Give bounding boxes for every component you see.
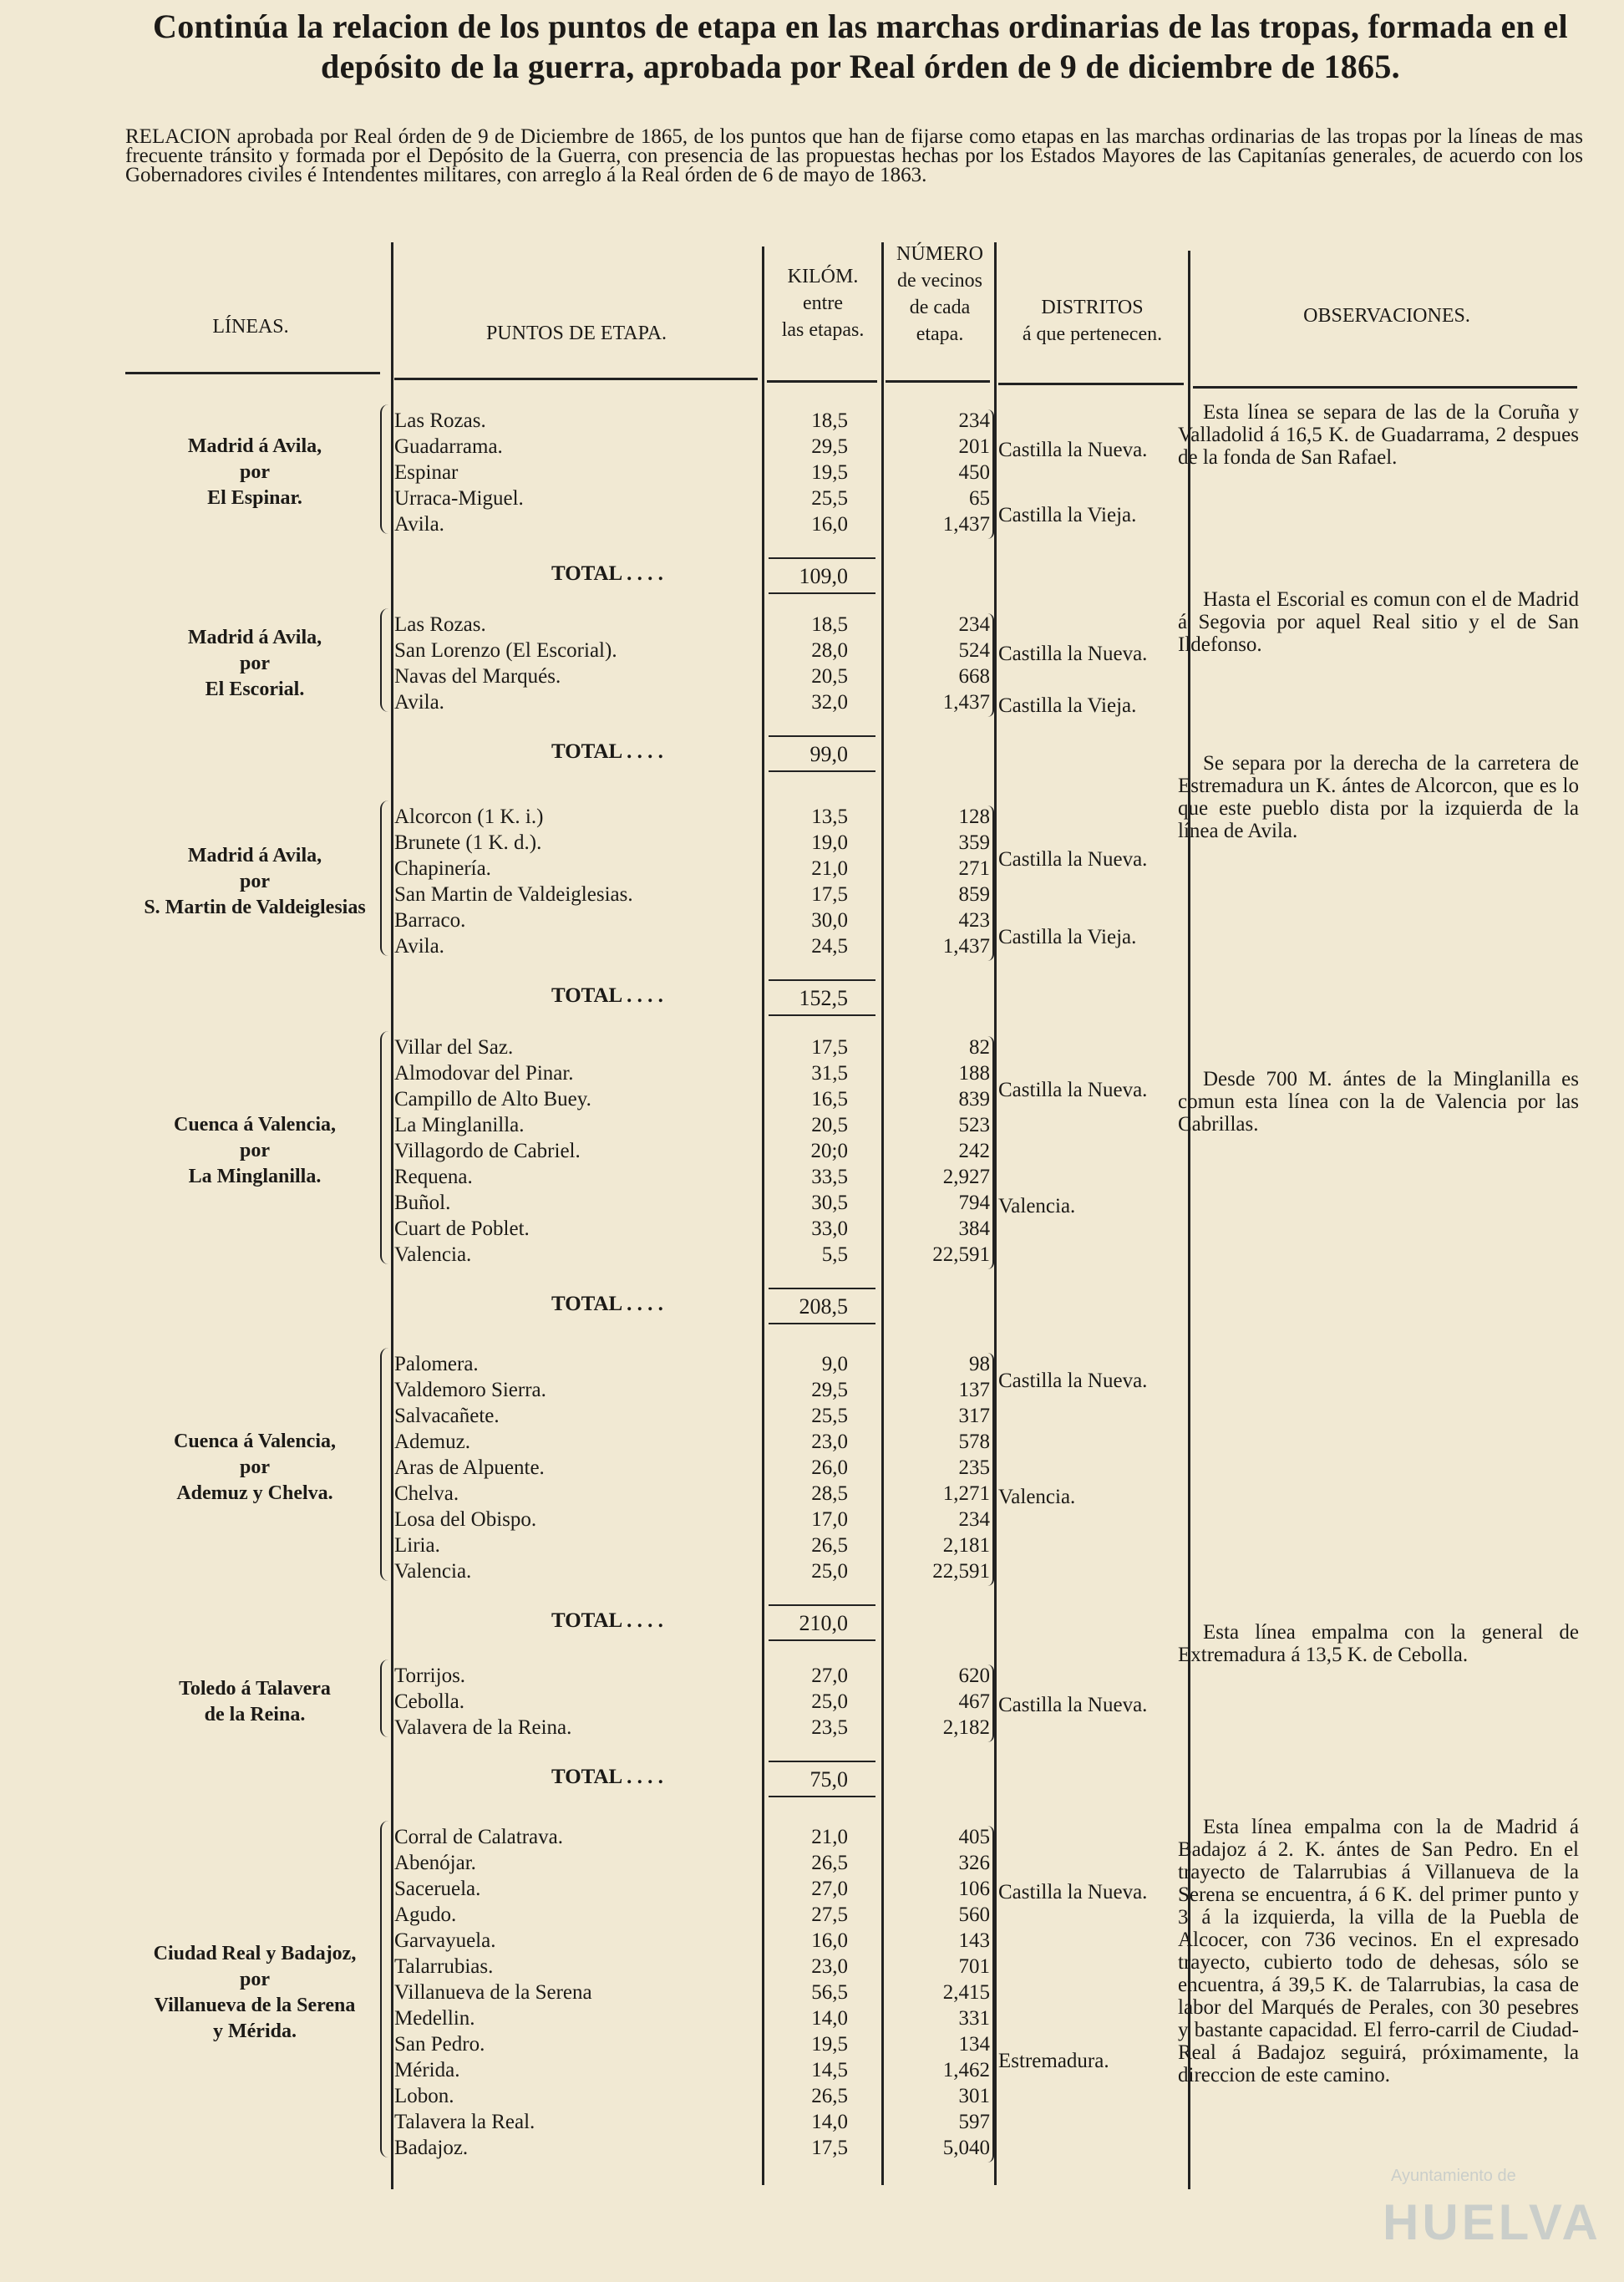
- stop-vecinos: 301: [958, 2085, 990, 2107]
- stop-name: Talavera la Real.: [394, 2111, 535, 2133]
- stop-vecinos: 242: [958, 1140, 990, 1162]
- total-rule-top: [769, 1761, 875, 1762]
- stop-vecinos: 839: [958, 1088, 990, 1111]
- stop-name: Avila.: [394, 691, 444, 714]
- district-name: Castilla la Nueva.: [998, 847, 1148, 871]
- observation-text: Hasta el Escorial es comun con el de Madrid á Segovia por aquel Real sitio y el de San Ildefonso.: [1178, 588, 1579, 656]
- stop-km: 27,0: [811, 1664, 848, 1687]
- stop-name: Espinar: [394, 461, 459, 484]
- stop-km: 14,0: [811, 2007, 848, 2030]
- stop-vecinos: 326: [958, 1852, 990, 1874]
- header-rule-lineas: [125, 372, 380, 374]
- stop-vecinos: 317: [958, 1405, 990, 1427]
- line-name-part: Villanueva de la Serena: [154, 1994, 356, 2016]
- stop-km: 13,5: [811, 806, 848, 828]
- district-name: Castilla la Vieja.: [998, 925, 1137, 948]
- observation-text: Esta línea empalma con la general de Extremadura á 13,5 K. de Cebolla.: [1178, 1621, 1579, 1666]
- stop-km: 17,5: [811, 883, 848, 906]
- stop-vecinos: 405: [958, 1826, 990, 1848]
- header-kilom-1: KILÓM.: [787, 266, 859, 287]
- line-name-part: Ademuz y Chelva.: [176, 1482, 333, 1504]
- stop-vecinos: 384: [958, 1217, 990, 1240]
- stop-vecinos: 235: [958, 1456, 990, 1479]
- stop-name: Saceruela.: [394, 1878, 481, 1900]
- stop-name: Avila.: [394, 513, 444, 536]
- header-puntos: PUNTOS DE ETAPA.: [485, 323, 667, 344]
- stop-name: Villanueva de la Serena: [394, 1981, 592, 2004]
- observation-text: Desde 700 M. ántes de la Minglanilla es comun esta línea con la de Valencia por las Cabrillas.: [1178, 1068, 1579, 1136]
- stop-name: Valencia.: [394, 1560, 472, 1583]
- line-name-part: Madrid á Avila,: [187, 626, 322, 648]
- line-name-3: [117, 1112, 393, 1190]
- total-label: TOTAL . . . .: [551, 1609, 663, 1632]
- stop-km: 26,0: [811, 1456, 848, 1479]
- header-rule-obs: [1193, 386, 1577, 389]
- district-name: Castilla la Nueva.: [998, 1369, 1148, 1392]
- stop-km: 18,5: [811, 409, 848, 432]
- stop-km: 16,5: [811, 1088, 848, 1111]
- district-name: Valencia.: [998, 1195, 1076, 1217]
- stop-vecinos: 234: [958, 409, 990, 432]
- stop-name: Palomera.: [394, 1353, 479, 1375]
- district-name: Estremadura.: [998, 2049, 1109, 2072]
- stop-name: Avila.: [394, 935, 444, 958]
- stop-name: Las Rozas.: [394, 613, 486, 636]
- stop-name: Talarrubias.: [394, 1955, 494, 1978]
- stop-vecinos: 128: [958, 806, 990, 828]
- header-kilom-2: entre: [803, 292, 843, 314]
- stop-vecinos: 1,462: [942, 2059, 990, 2081]
- stop-name: Losa del Obispo.: [394, 1508, 537, 1531]
- stop-vecinos: 2,181: [942, 1534, 990, 1557]
- stop-name: Requena.: [394, 1166, 473, 1188]
- vecinos-brace: [986, 409, 994, 539]
- line-name-part: por: [240, 1140, 270, 1161]
- stop-vecinos: 98: [969, 1353, 990, 1375]
- vecinos-brace: [986, 1826, 994, 2163]
- stop-vecinos: 1,437: [942, 935, 990, 958]
- stop-vecinos: 359: [958, 831, 990, 854]
- stop-km: 32,0: [811, 691, 848, 714]
- header-observaciones: OBSERVACIONES.: [1303, 305, 1470, 327]
- total-label: TOTAL . . . .: [551, 1293, 663, 1315]
- stop-vecinos: 423: [958, 909, 990, 932]
- district-name: Castilla la Vieja.: [998, 503, 1137, 526]
- total-rule-top: [769, 1604, 875, 1606]
- line-name-part: Cuenca á Valencia,: [173, 1431, 336, 1452]
- stop-name: Barraco.: [394, 909, 466, 932]
- stop-vecinos: 2,927: [942, 1166, 990, 1188]
- stop-km: 23,5: [811, 1716, 848, 1739]
- stop-name: Guadarrama.: [394, 435, 503, 458]
- stop-name: Campillo de Alto Buey.: [394, 1088, 591, 1111]
- vecinos-brace: [986, 806, 994, 961]
- stop-brace: [380, 608, 392, 712]
- stop-km: 23,0: [811, 1955, 848, 1978]
- stop-km: 24,5: [811, 935, 848, 958]
- total-rule-top: [769, 1288, 875, 1289]
- line-name-4: [117, 1429, 393, 1507]
- stop-name: San Martin de Valdeiglesias.: [394, 883, 633, 906]
- stop-km: 17,5: [811, 2137, 848, 2159]
- header-lineas: LÍNEAS.: [212, 316, 289, 338]
- stop-km: 14,0: [811, 2111, 848, 2133]
- stop-vecinos: 22,591: [932, 1560, 990, 1583]
- stop-vecinos: 134: [958, 2033, 990, 2056]
- stop-name: Buñol.: [394, 1192, 451, 1214]
- stop-name: Chelva.: [394, 1482, 459, 1505]
- total-rule-bottom: [769, 1014, 875, 1016]
- stop-name: Garvayuela.: [394, 1929, 496, 1952]
- total-label: TOTAL . . . .: [551, 740, 663, 763]
- total-label: TOTAL . . . .: [551, 1766, 663, 1788]
- stop-vecinos: 450: [958, 461, 990, 484]
- stop-vecinos: 859: [958, 883, 990, 906]
- archive-watermark: [1299, 2152, 1616, 2277]
- stop-name: Almodovar del Pinar.: [394, 1062, 574, 1085]
- stop-km: 33,0: [811, 1217, 848, 1240]
- page-title: Continúa la relacion de los puntos de etapa en las marchas ordinarias de las tropas, formada en el depósito de la guerra, aprobada por Real órden de 9 de diciembre de 1865.: [153, 8, 1568, 85]
- total-rule-top: [769, 557, 875, 559]
- total-value: 210,0: [799, 1611, 848, 1635]
- stop-name: Villar del Saz.: [394, 1036, 514, 1059]
- vecinos-brace: [986, 1664, 994, 1742]
- stop-name: Lobon.: [394, 2085, 454, 2107]
- stop-km: 5,5: [821, 1243, 848, 1266]
- stop-vecinos: 22,591: [932, 1243, 990, 1266]
- stop-brace: [380, 1031, 392, 1264]
- line-name-part: de la Reina.: [204, 1703, 306, 1725]
- line-name-part: Ciudad Real y Badajoz,: [153, 1942, 357, 1964]
- line-name-part: por: [240, 461, 270, 483]
- stop-km: 18,5: [811, 613, 848, 636]
- stop-name: Agudo.: [394, 1903, 457, 1926]
- stop-km: 17,5: [811, 1036, 848, 1059]
- stop-name: Chapinería.: [394, 857, 491, 880]
- stop-vecinos: 467: [958, 1690, 990, 1713]
- stop-km: 30,0: [811, 909, 848, 932]
- stop-name: Las Rozas.: [394, 409, 486, 432]
- total-rule-bottom: [769, 592, 875, 594]
- stop-vecinos: 701: [958, 1955, 990, 1978]
- stop-name: Brunete (1 K. d.).: [394, 831, 542, 854]
- stop-vecinos: 201: [958, 435, 990, 458]
- stop-brace: [380, 404, 392, 534]
- header-kilom-3: las etapas.: [781, 319, 865, 341]
- line-name-part: Cuenca á Valencia,: [173, 1114, 336, 1136]
- stop-km: 27,5: [811, 1903, 848, 1926]
- watermark-small: Ayuntamiento de: [1391, 2167, 1516, 2185]
- line-name-2: [117, 843, 393, 921]
- line-name-5: [117, 1676, 393, 1728]
- stop-name: Cuart de Poblet.: [394, 1217, 530, 1240]
- stop-km: 19,0: [811, 831, 848, 854]
- total-rule-bottom: [769, 1323, 875, 1324]
- stop-km: 21,0: [811, 857, 848, 880]
- stop-km: 14,5: [811, 2059, 848, 2081]
- header-rule-kilom: [767, 380, 877, 383]
- district-name: Castilla la Nueva.: [998, 643, 1148, 665]
- district-name: Castilla la Nueva.: [998, 439, 1148, 461]
- stop-name: Ademuz.: [394, 1431, 470, 1453]
- header-distritos-2: á que pertenecen.: [1022, 323, 1163, 345]
- line-name-part: por: [240, 1968, 270, 1990]
- col-rule-numero: [881, 242, 884, 2185]
- header-numero-4: etapa.: [916, 323, 964, 345]
- total-rule-bottom: [769, 1639, 875, 1641]
- stop-vecinos: 106: [958, 1878, 990, 1900]
- header-rule-distritos: [998, 383, 1184, 385]
- total-rule-top: [769, 735, 875, 737]
- line-name-part: por: [240, 870, 270, 892]
- header-numero-3: de cada: [909, 297, 971, 318]
- header-kilom: [764, 263, 881, 343]
- stop-km: 28,5: [811, 1482, 848, 1505]
- total-rule-bottom: [769, 1796, 875, 1797]
- stop-name: San Pedro.: [394, 2033, 485, 2056]
- line-name-part: El Escorial.: [205, 678, 305, 700]
- stop-name: Medellin.: [394, 2007, 475, 2030]
- line-name-part: y Mérida.: [213, 2020, 297, 2042]
- stop-km: 29,5: [811, 435, 848, 458]
- stop-km: 17,0: [811, 1508, 848, 1531]
- stop-vecinos: 1,437: [942, 513, 990, 536]
- line-name-part: por: [240, 652, 270, 674]
- stop-name: La Minglanilla.: [394, 1114, 525, 1136]
- header-rule-puntos: [394, 378, 758, 380]
- stop-vecinos: 65: [969, 487, 990, 510]
- stop-vecinos: 620: [958, 1664, 990, 1687]
- stop-brace: [380, 800, 392, 956]
- stop-km: 16,0: [811, 513, 848, 536]
- district-name: Castilla la Vieja.: [998, 694, 1137, 717]
- stop-km: 30,5: [811, 1192, 848, 1214]
- stop-name: Badajoz.: [394, 2137, 469, 2159]
- total-value: 109,0: [799, 564, 848, 588]
- total-value: 208,5: [799, 1294, 848, 1319]
- stop-name: Corral de Calatrava.: [394, 1826, 563, 1848]
- stop-km: 28,0: [811, 639, 848, 662]
- total-value: 152,5: [799, 986, 848, 1010]
- stop-brace: [380, 1659, 392, 1737]
- stop-name: Valencia.: [394, 1243, 472, 1266]
- stop-km: 9,0: [821, 1353, 848, 1375]
- line-name-part: La Minglanilla.: [188, 1166, 322, 1187]
- observation-text: Se separa por la derecha de la carretera de Estremadura un K. ántes de Alcorcon, que es lo que este pueblo dista por la izquierda de la línea de Avila.: [1178, 752, 1579, 842]
- total-label: TOTAL . . . .: [551, 984, 663, 1007]
- header-rule-numero: [886, 380, 990, 383]
- stop-km: 33,5: [811, 1166, 848, 1188]
- line-name-1: [117, 625, 393, 703]
- line-name-part: Toledo á Talavera: [179, 1677, 331, 1700]
- stop-vecinos: 188: [958, 1062, 990, 1085]
- stop-km: 27,0: [811, 1878, 848, 1900]
- line-name-part: por: [240, 1456, 270, 1478]
- stop-name: San Lorenzo (El Escorial).: [394, 639, 617, 662]
- stop-km: 26,5: [811, 1534, 848, 1557]
- line-name-part: Madrid á Avila,: [187, 435, 322, 457]
- district-name: Castilla la Nueva.: [998, 1078, 1148, 1101]
- stop-km: 25,5: [811, 487, 848, 510]
- stop-vecinos: 2,182: [942, 1716, 990, 1739]
- stop-vecinos: 1,271: [942, 1482, 990, 1505]
- stop-km: 56,5: [811, 1981, 848, 2004]
- total-label: TOTAL . . . .: [551, 562, 663, 585]
- stop-vecinos: 331: [958, 2007, 990, 2030]
- watermark-big: HUELVA: [1383, 2194, 1601, 2250]
- stop-km: 26,5: [811, 1852, 848, 1874]
- observation-text: Esta línea se separa de las de la Coruña y Valladolid á 16,5 K. de Guadarrama, 2 despues de la fonda de San Rafael.: [1178, 401, 1579, 469]
- stop-brace: [380, 1348, 392, 1581]
- stop-km: 16,0: [811, 1929, 848, 1952]
- intro-paragraph: RELACION aprobada por Real órden de 9 de Diciembre de 1865, de los puntos que han de fijarse como etapas en las marchas ordinarias de las tropas por la líneas de mas frecuente tránsito y formada por el Depósito de la Guerra, con presencia de las propuestas hechas por los Estados Mayores de las Capitanías generales, de acuerdo con los Gobernadores civiles é Intendentes militares, con arreglo á la Real órden de 6 de mayo de 1863.: [125, 125, 1583, 186]
- stop-vecinos: 524: [958, 639, 990, 662]
- line-name-6: [117, 1941, 393, 2045]
- stop-name: Mérida.: [394, 2059, 460, 2081]
- stop-km: 19,5: [811, 461, 848, 484]
- col-rule-distritos: [994, 242, 997, 2185]
- stop-vecinos: 82: [969, 1036, 990, 1059]
- stop-km: 19,5: [811, 2033, 848, 2056]
- header-distritos: [998, 294, 1186, 348]
- district-name: Valencia.: [998, 1486, 1076, 1508]
- total-value: 75,0: [809, 1767, 848, 1792]
- stop-name: Torrijos.: [394, 1664, 466, 1687]
- stop-vecinos: 668: [958, 665, 990, 688]
- header-numero-2: de vecinos: [897, 270, 982, 292]
- district-name: Castilla la Nueva.: [998, 1881, 1148, 1903]
- total-rule-top: [769, 979, 875, 981]
- line-name-part: S. Martin de Valdeiglesias: [144, 896, 366, 918]
- stop-name: Abenójar.: [394, 1852, 476, 1874]
- stop-vecinos: 234: [958, 613, 990, 636]
- stop-name: Liria.: [394, 1534, 440, 1557]
- line-name-0: [117, 434, 393, 511]
- stop-name: Navas del Marqués.: [394, 665, 561, 688]
- stop-vecinos: 137: [958, 1379, 990, 1401]
- stop-km: 23,0: [811, 1431, 848, 1453]
- header-numero: [881, 241, 998, 348]
- stop-name: Villagordo de Cabriel.: [394, 1140, 581, 1162]
- stop-vecinos: 560: [958, 1903, 990, 1926]
- stop-km: 20,5: [811, 665, 848, 688]
- vecinos-brace: [986, 1036, 994, 1269]
- stop-km: 20;0: [810, 1140, 848, 1162]
- stop-name: Urraca-Miguel.: [394, 487, 524, 510]
- line-name-part: Madrid á Avila,: [187, 844, 322, 867]
- stop-vecinos: 578: [958, 1431, 990, 1453]
- total-value: 99,0: [809, 742, 848, 766]
- stop-name: Valdemoro Sierra.: [394, 1379, 546, 1401]
- district-name: Castilla la Nueva.: [998, 1694, 1148, 1716]
- stop-vecinos: 2,415: [942, 1981, 990, 2004]
- stop-vecinos: 597: [958, 2111, 990, 2133]
- stop-km: 25,5: [811, 1405, 848, 1427]
- header-numero-1: NÚMERO: [896, 243, 983, 265]
- stop-vecinos: 523: [958, 1114, 990, 1136]
- stop-km: 26,5: [811, 2085, 848, 2107]
- stop-brace: [380, 1821, 392, 2157]
- stop-km: 20,5: [811, 1114, 848, 1136]
- total-rule-bottom: [769, 770, 875, 772]
- observation-text: Esta línea empalma con la de Madrid á Badajoz á 2. K. ántes de San Pedro. En el trayecto de Talarrubias á Villanueva de la Serena se encuentra, á 6 K. del primer punto y 3 á la izquierda, la villa de la Puebla de Alcocer, con 736 vecinos. En el expresado trayecto, cubierto todo de dehesas, sólo se encuentra, á 39,5 K. de Talarrubias, la casa de labor del Marqués de Perales, con 30 pesebres y bastante capacidad. El ferro-carril de Ciudad-Real á Badajoz seguirá, próximamente, la direccion de este camino.: [1178, 1816, 1579, 2086]
- stop-name: Aras de Alpuente.: [394, 1456, 545, 1479]
- stop-vecinos: 234: [958, 1508, 990, 1531]
- stop-vecinos: 143: [958, 1929, 990, 1952]
- stop-name: Salvacañete.: [394, 1405, 500, 1427]
- stop-km: 25,0: [811, 1690, 848, 1713]
- stop-name: Valavera de la Reina.: [394, 1716, 572, 1739]
- vecinos-brace: [986, 1353, 994, 1586]
- header-distritos-1: DISTRITOS: [1041, 297, 1144, 318]
- line-name-part: El Espinar.: [207, 487, 302, 509]
- stop-vecinos: 271: [958, 857, 990, 880]
- stop-vecinos: 794: [958, 1192, 990, 1214]
- stop-vecinos: 1,437: [942, 691, 990, 714]
- vecinos-brace: [986, 613, 994, 717]
- stop-km: 25,0: [811, 1560, 848, 1583]
- stop-km: 31,5: [811, 1062, 848, 1085]
- stop-vecinos: 5,040: [942, 2137, 990, 2159]
- stop-km: 29,5: [811, 1379, 848, 1401]
- stop-name: Cebolla.: [394, 1690, 465, 1713]
- stop-km: 21,0: [811, 1826, 848, 1848]
- stop-name: Alcorcon (1 K. i.): [394, 806, 544, 828]
